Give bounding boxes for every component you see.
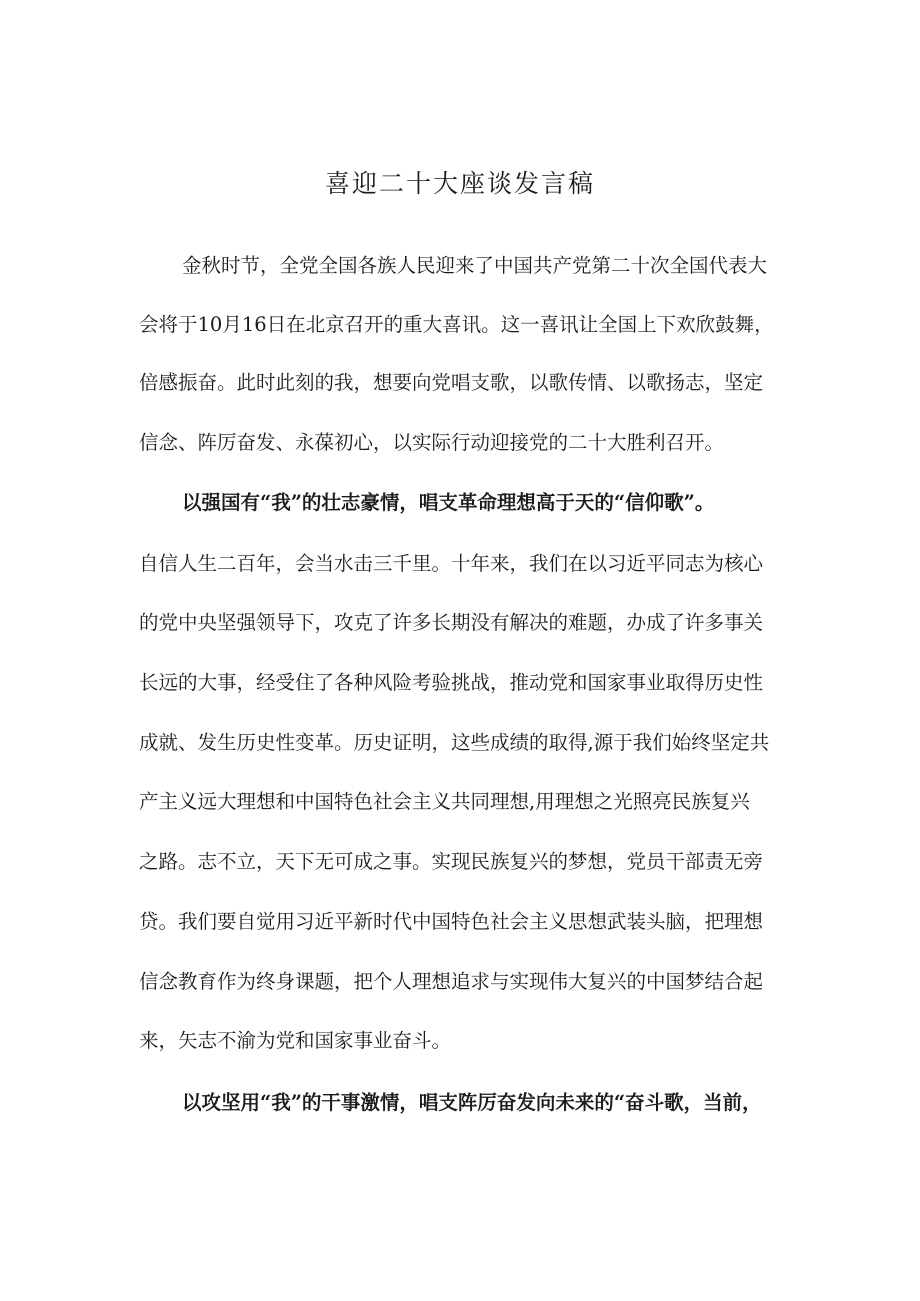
paragraph-2-line-9: 来，矢志不渝为党和国家事业奋斗。 [139,1029,452,1052]
paragraph-2-line-1: 自信人生二百年，会当水击三千里。十年来，我们在以习近平同志为核心 [139,552,764,575]
paragraph-1-line-1: 金秋时节，全党全国各族人民迎来了中国共产党第二十次全国代表大 [182,254,768,277]
document-title: 喜迎二十大座谈发言稿 [324,169,595,198]
paragraph-2-line-3: 长远的大事，经受住了各种风险考验挑战，推动党和国家事业取得历史性 [139,671,764,694]
paragraph-2-line-7: 贷。我们要自觉用习近平新时代中国特色社会主义思想武装头脑，把理想 [139,910,764,933]
paragraph-2-line-8: 信念教育作为终身课题，把个人理想追求与实现伟大复兴的中国梦结合起 [139,970,764,993]
section-heading-1: 以强国有“我”的壮志豪情，唱支革命理想高于天的“信仰歌”。 [182,491,715,514]
section-heading-2: 以攻坚用“我”的干事激情，唱支阵厉奋发向未来的“奋斗歌，当前， [182,1091,762,1114]
paragraph-2-line-2: 的党中央坚强领导下，攻克了许多长期没有解决的难题，办成了许多事关 [139,611,764,634]
paragraph-2-line-6: 之路。志不立，天下无可成之事。实现民族复兴的梦想，党员干部责无旁 [139,850,764,873]
paragraph-2-line-5: 产主义远大理想和中国特色社会主义共同理想,用理想之光照亮民族复兴 [139,790,750,813]
paragraph-2-line-4: 成就、发生历史性变革。历史证明，这些成绩的取得,源于我们始终坚定共 [139,731,770,754]
paragraph-1-line-4: 信念、阵厉奋发、永葆初心，以实际行动迎接党的二十大胜利召开。 [139,431,725,454]
paragraph-1-line-3: 倍感振奋。此时此刻的我，想要向党唱支歌，以歌传情、以歌扬志，坚定 [139,371,764,394]
paragraph-1-line-2: 会将于10月16日在北京召开的重大喜讯。这一喜讯让全国上下欢欣鼓舞， [139,313,774,336]
